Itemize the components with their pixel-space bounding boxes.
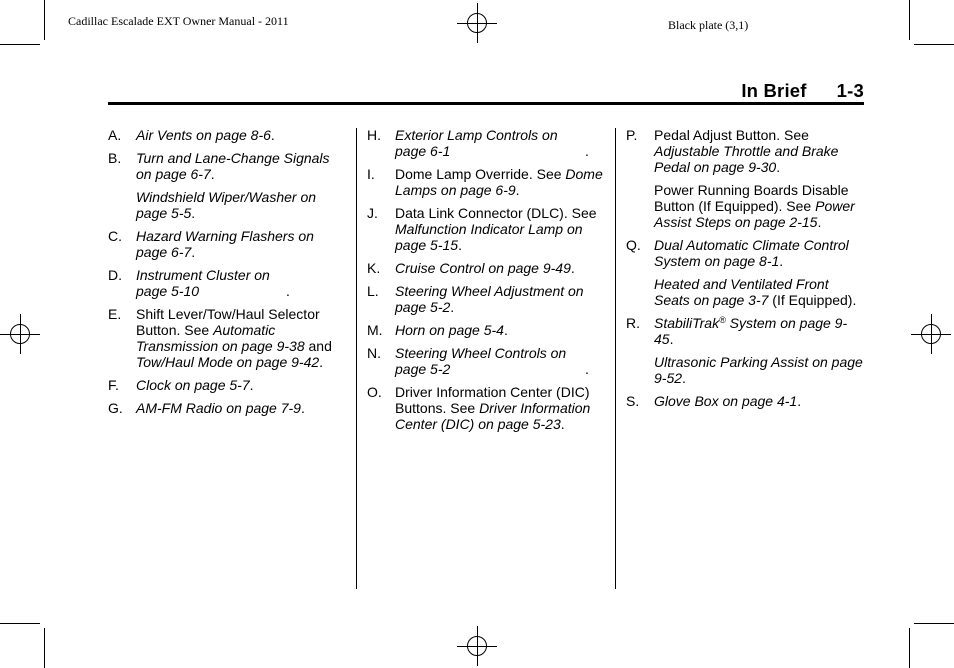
column-2 — [367, 127, 607, 439]
punct: . — [300, 400, 305, 416]
registration-mark-right-icon — [911, 314, 951, 354]
item-text: Data Link Connector (DLC). See — [395, 205, 597, 221]
xref-link[interactable]: Turn and Lane-Change Signals on page 6-7 — [136, 150, 330, 182]
item-label: N. — [367, 345, 381, 361]
list-item-b — [108, 150, 346, 182]
xref-link[interactable] — [654, 315, 847, 347]
item-label: M. — [367, 322, 383, 338]
item-label: E. — [108, 306, 122, 322]
list-item-b-continuation — [108, 189, 346, 221]
punct: . — [585, 361, 589, 377]
crop-mark-top-right-v — [909, 0, 910, 40]
list-item-s — [626, 393, 864, 409]
item-text: Power Running Boards Disable Button (If Equipped). See — [654, 182, 849, 214]
list-item-g — [108, 400, 346, 416]
punct: . — [450, 299, 455, 315]
column-1 — [108, 127, 346, 423]
item-text: Pedal Adjust Button. See — [654, 127, 809, 143]
registration-mark-left-icon — [0, 314, 40, 354]
section-heading — [741, 80, 864, 102]
item-label: K. — [367, 260, 381, 276]
crop-mark-top-left-h — [0, 44, 40, 45]
punct: . — [776, 159, 781, 175]
xref-link[interactable]: Air Vents on page 8-6 — [136, 127, 271, 143]
column-divider-2 — [615, 128, 616, 589]
item-label: J. — [367, 205, 378, 221]
item-label: P. — [626, 127, 638, 143]
xref-link[interactable]: Windshield Wiper/Washer on page 5-5 — [136, 189, 317, 221]
list-item-r-continuation — [626, 354, 864, 386]
xref-link[interactable]: Glove Box on page 4-1 — [654, 393, 798, 409]
xref-link[interactable]: Dome Lamps on page 6-9 — [395, 166, 603, 198]
registration-mark-top-icon — [457, 3, 497, 43]
punct: . — [570, 260, 575, 276]
xref-link[interactable]: Exterior Lamp Controls on page 6-1 — [395, 127, 558, 159]
list-item-k — [367, 260, 607, 276]
xref-link[interactable]: Heated and Ventilated Front Seats on page 3-7 — [654, 276, 829, 308]
xref-link[interactable]: Cruise Control on page 9-49 — [395, 260, 571, 276]
punct: . — [210, 166, 215, 182]
crop-mark-top-right-h — [914, 44, 954, 45]
punct: . — [286, 283, 290, 299]
item-label: B. — [108, 150, 122, 166]
heading-rule — [108, 102, 864, 105]
punct: . — [458, 237, 462, 253]
list-item-f — [108, 377, 346, 393]
punct: . — [249, 377, 254, 393]
item-label: G. — [108, 400, 123, 416]
punct: . — [191, 205, 196, 221]
list-item-r — [626, 315, 864, 347]
manual-title: Cadillac Escalade EXT Owner Manual - 2011 — [68, 14, 289, 28]
xref-link[interactable]: Instrument Cluster on page 5-10 — [136, 267, 270, 299]
xref-link[interactable]: AM-FM Radio on page 7-9 — [136, 400, 301, 416]
list-item-o — [367, 384, 607, 432]
list-item-h — [367, 127, 607, 159]
list-item-l — [367, 283, 607, 315]
column-divider-1 — [356, 128, 357, 589]
list-item-q-continuation — [626, 276, 864, 308]
xref-link[interactable]: Steering Wheel Controls on page 5-2 — [395, 345, 567, 377]
punct: . — [503, 322, 508, 338]
conjunction: and — [304, 338, 332, 354]
item-text: Driver Information Center (DIC) Buttons. See — [395, 384, 590, 416]
xref-link[interactable]: Driver Information Center (DIC) on page 5-23 — [395, 400, 591, 432]
item-label: S. — [626, 393, 640, 409]
list-item-n — [367, 345, 607, 377]
xref-link[interactable]: Hazard Warning Flashers on page 6-7 — [136, 228, 314, 260]
item-text: Shift Lever/Tow/Haul Selector Button. See — [136, 306, 320, 338]
item-label: L. — [367, 283, 379, 299]
punct: . — [515, 182, 520, 198]
punct: . — [779, 253, 784, 269]
crop-mark-bottom-left-v — [44, 628, 45, 668]
punct: . — [797, 393, 802, 409]
item-label: D. — [108, 267, 122, 283]
xref-link[interactable]: Steering Wheel Adjustment on page 5-2 — [395, 283, 584, 315]
list-item-p — [626, 127, 864, 175]
item-label: R. — [626, 315, 640, 331]
crop-mark-top-left-v — [44, 0, 45, 40]
xref-link[interactable]: Adjustable Throttle and Brake Pedal on page 9-30 — [654, 143, 839, 175]
xref-link[interactable]: Malfunction Indicator Lamp on page 5-15 — [395, 221, 583, 253]
item-label: O. — [367, 384, 382, 400]
brand-name: StabiliTrak — [654, 315, 720, 331]
list-item-p-continuation — [626, 182, 864, 230]
list-item-j — [367, 205, 607, 253]
punct: . — [585, 143, 589, 159]
punct: . — [682, 370, 686, 386]
registered-mark: ® — [719, 315, 726, 325]
list-item-e — [108, 306, 346, 370]
plate-label: Black plate (3,1) — [668, 18, 749, 32]
xref-link[interactable]: Clock on page 5-7 — [136, 377, 250, 393]
list-item-i — [367, 166, 607, 198]
section-title: In Brief — [741, 80, 807, 101]
item-label: Q. — [626, 237, 641, 253]
xref-link[interactable]: Horn on page 5-4 — [395, 322, 504, 338]
xref-link[interactable]: Power Assist Steps on page 2-15 — [654, 198, 855, 230]
list-item-m — [367, 322, 607, 338]
punct: . — [560, 416, 565, 432]
punct: . — [817, 214, 822, 230]
item-text: (If Equipped). — [768, 292, 857, 308]
list-item-q — [626, 237, 864, 269]
item-label: A. — [108, 127, 122, 143]
xref-text: System on page 9-45 — [654, 315, 848, 347]
item-label: I. — [367, 166, 375, 182]
item-text: Dome Lamp Override. See — [395, 166, 566, 182]
registration-mark-bottom-icon — [457, 626, 497, 666]
xref-link[interactable]: Tow/Haul Mode on page 9-42 — [136, 354, 320, 370]
item-label: C. — [108, 228, 122, 244]
item-label: F. — [108, 377, 119, 393]
list-item-d — [108, 267, 346, 299]
punct: . — [270, 127, 275, 143]
xref-link[interactable]: Automatic Transmission on page 9-38 — [136, 322, 305, 354]
crop-mark-bottom-right-v — [909, 628, 910, 668]
list-item-c — [108, 228, 346, 260]
crop-mark-bottom-right-h — [914, 623, 954, 624]
xref-link[interactable]: Ultrasonic Parking Assist on page 9-52 — [654, 354, 863, 386]
punct: . — [319, 354, 324, 370]
column-3 — [626, 127, 864, 416]
list-item-a — [108, 127, 346, 143]
page-number: 1-3 — [836, 80, 864, 101]
punct: . — [669, 331, 674, 347]
crop-mark-bottom-left-h — [0, 623, 40, 624]
item-label: H. — [367, 127, 381, 143]
xref-link[interactable]: Dual Automatic Climate Control System on page 8-1 — [654, 237, 849, 269]
punct: . — [191, 244, 196, 260]
